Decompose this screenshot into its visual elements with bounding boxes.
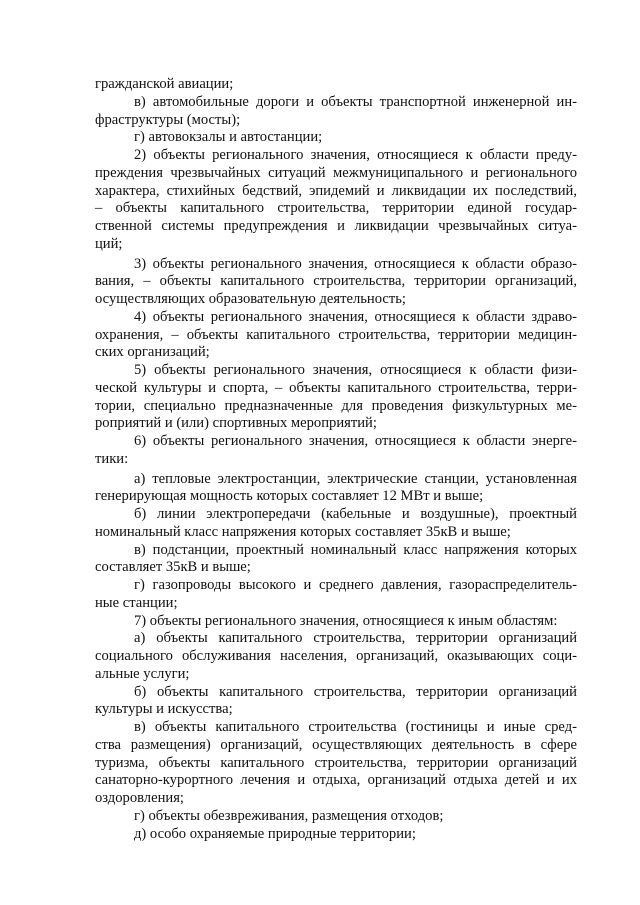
text-line: оздоровления; bbox=[95, 790, 184, 806]
text-line: тории, специально предназначенные для проведения физкультурных ме- bbox=[95, 397, 577, 414]
text-line: санаторно-курортного лечения и отдыха, организаций отдыха детей и их bbox=[95, 772, 577, 789]
text-line: культуры и искусства; bbox=[95, 701, 233, 718]
text-line: б) объекты капитального строительства, территории организаций bbox=[134, 683, 577, 700]
text-line: в) автомобильные дороги и объекты транспортной инженерной ин- bbox=[134, 93, 577, 110]
text-line: 2) объекты регионального значения, относящиеся к области преду- bbox=[134, 147, 577, 163]
text-line: 7) объекты регионального значения, относящиеся к иным областям: bbox=[134, 612, 558, 629]
text-line: б) линии электропередачи (кабельные и воздушные), проектный bbox=[134, 506, 577, 522]
text-line: а) объекты капитального строительства, территории организаций bbox=[134, 630, 577, 647]
text-line: 4) объекты регионального значения, относящиеся к области здраво- bbox=[134, 308, 577, 325]
text-line: туризма, объекты капитального строительства, территории организаций bbox=[95, 754, 577, 771]
text-line: 5) объекты регионального значения, относящиеся к области физи- bbox=[134, 362, 577, 378]
text-line: охранения, – объекты капитального строительства, территории медицин- bbox=[95, 326, 577, 343]
text-line: а) тепловые электростанции, электрические станции, установленная bbox=[134, 470, 577, 487]
text-line: социального обслуживания населения, организаций, оказывающих соци- bbox=[95, 648, 577, 664]
text-line: вания, – объекты капитального строительства, территории организаций, bbox=[95, 273, 577, 290]
text-line: номинальный класс напряжения которых составляет 35кВ и выше; bbox=[95, 523, 511, 540]
text-line: – объекты капитального строительства, территории единой государ- bbox=[95, 200, 577, 217]
text-line: 3) объекты регионального значения, относящиеся к области образо- bbox=[134, 255, 577, 272]
text-line: ческой культуры и спорта, – объекты капитального строительства, терри- bbox=[95, 379, 577, 396]
text-line: ций; bbox=[95, 235, 123, 252]
text-line: 6) объекты регионального значения, относящиеся к области энерге- bbox=[134, 433, 577, 449]
text-line: ственной системы предупреждения и ликвидации чрезвычайных ситуа- bbox=[95, 218, 577, 234]
text-line: преждения чрезвычайных ситуаций межмуниципального и регионального bbox=[95, 164, 577, 181]
text-line: гражданской авиации; bbox=[95, 76, 234, 92]
text-line: д) особо охраняемые природные территории; bbox=[134, 825, 416, 842]
text-line: ских организаций; bbox=[95, 344, 210, 361]
text-line: г) автовокзалы и автостанции; bbox=[134, 129, 323, 146]
text-line: г) газопроводы высокого и среднего давления, газораспределитель- bbox=[134, 577, 577, 593]
text-line: г) объекты обезвреживания, размещения отходов; bbox=[134, 807, 444, 824]
text-line: ные станции; bbox=[95, 594, 178, 611]
text-line: фраструктуры (мосты); bbox=[95, 111, 241, 128]
text-line: в) объекты капитального строительства (гостиницы и иные сред- bbox=[134, 719, 577, 735]
text-line: осуществляющих образовательную деятельность; bbox=[95, 291, 406, 307]
document-body bbox=[95, 76, 577, 843]
text-line: ства размещения) организаций, осуществляющих деятельность в сфере bbox=[95, 736, 577, 753]
text-line: генерирующая мощность которых составляет 12 МВт и выше; bbox=[95, 488, 484, 505]
text-line: характера, стихийных бедствий, эпидемий и ликвидации их последствий, bbox=[95, 182, 577, 199]
text-line: альные услуги; bbox=[95, 665, 190, 682]
text-line: роприятий и (или) спортивных мероприятий; bbox=[95, 415, 377, 432]
text-line: в) подстанции, проектный номинальный класс напряжения которых bbox=[134, 541, 577, 558]
text-line: тики: bbox=[95, 450, 129, 467]
text-line: составляет 35кВ и выше; bbox=[95, 559, 251, 576]
